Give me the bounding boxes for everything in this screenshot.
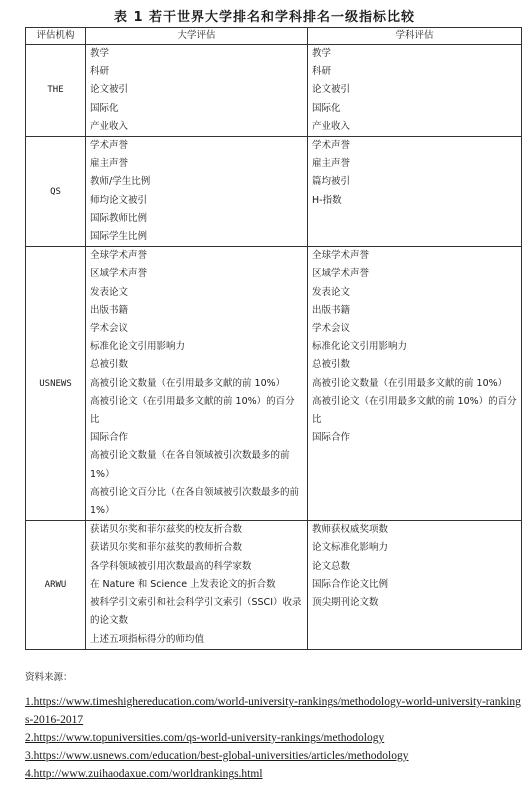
university-indicator: 国际化 [90,102,119,114]
subject-indicator: 论文总数 [312,560,351,572]
org-cell: ARWU [26,521,86,649]
source-link-2[interactable]: 2.https://www.topuniversities.com/qs-world-university-rankings/methodology [25,732,385,744]
subject-indicator: 篇均被引 [312,176,351,188]
university-indicator: 学术会议 [90,323,129,335]
table-row [26,521,522,649]
table-header-row [26,28,522,45]
subject-indicator: 发表论文 [312,286,351,298]
sources-section [25,669,525,783]
university-indicator: 高被引论文（在引用最多文献的前 10%）的百分比 [90,395,295,426]
source-link-4[interactable]: 4.http://www.zuihaodaxue.com/worldrankings.html [25,768,263,780]
subject-indicator: 教学 [312,48,332,59]
subject-indicator: 全球学术声誉 [312,250,370,262]
university-indicator: 获诺贝尔奖和菲尔兹奖的教师折合数 [90,542,243,554]
university-indicators-cell [86,137,308,247]
table-row [26,137,522,247]
subject-indicator: 学术声誉 [312,140,351,152]
university-indicator: 高被引论文数量（在各自领域被引次数最多的前 1%） [90,450,290,480]
subject-indicator: 区域学术声誉 [312,268,370,280]
sources-label: 资料来源： [25,672,73,683]
subject-indicator: 科研 [312,66,332,78]
org-cell: USNEWS [26,247,86,521]
university-indicator: 教师/学生比例 [90,176,151,188]
university-indicator: 各学科领域被引用次数最高的科学家数 [90,560,252,572]
university-indicator: 发表论文 [90,286,129,298]
university-indicator: 科研 [90,66,110,78]
university-indicator: 上述五项指标得分的师均值 [90,633,205,645]
comparison-table [25,27,522,650]
university-indicator: 高被引论文数量（在引用最多文献的前 10%） [90,377,286,389]
header-org: 评估机构 [26,28,86,45]
university-indicator: 产业收入 [90,120,129,132]
university-indicator: 雇主声誉 [90,158,129,170]
university-indicator: 出版书籍 [90,304,129,316]
subject-indicators-cell [308,45,522,137]
table-row [26,45,522,137]
subject-indicator: 论文标准化影响力 [312,542,389,554]
university-indicator: 全球学术声誉 [90,250,148,262]
subject-indicator: 雇主声誉 [312,158,351,170]
university-indicator: 师均论文被引 [90,194,148,206]
subject-indicators-cell [308,137,522,247]
subject-indicator: 高被引论文（在引用最多文献的前 10%）的百分比 [312,395,517,426]
university-indicator: 国际合作 [90,432,129,444]
university-indicator: 国际学生比例 [90,231,148,243]
university-indicator: 获诺贝尔奖和菲尔兹奖的校友折合数 [90,524,243,536]
university-indicators-cell [86,45,308,137]
subject-indicator: 产业收入 [312,120,351,132]
header-university: 大学评估 [86,28,308,45]
subject-indicators-cell [308,521,522,649]
university-indicator: 教学 [90,48,110,59]
university-indicator: 学术声誉 [90,140,129,152]
subject-indicator: 高被引论文数量（在引用最多文献的前 10%） [312,377,508,389]
university-indicator: 高被引论文百分比（在各自领域被引次数最多的前 1%） [90,486,300,517]
university-indicator: 总被引数 [90,359,129,371]
subject-indicator: 顶尖期刊论文数 [312,597,379,609]
subject-indicators-cell [308,247,522,521]
subject-indicator: 教师获权威奖项数 [312,524,389,536]
source-item-1[interactable] [25,693,525,729]
subject-indicator: 国际合作 [312,432,351,444]
source-item-4[interactable] [25,765,525,783]
university-indicator: 区域学术声誉 [90,268,148,280]
source-item-2[interactable] [25,729,525,747]
subject-indicator: 学术会议 [312,323,351,335]
subject-indicator: 总被引数 [312,359,351,371]
header-subject: 学科评估 [308,28,522,45]
source-link-1[interactable]: 1.https://www.timeshighereducation.com/world-university-rankings/methodology-world-university-rankings-2016-2017 [25,696,521,726]
org-cell: QS [26,137,86,247]
subject-indicator: 国际合作论文比例 [312,578,389,590]
table-title: 表 1 若干世界大学排名和学科排名一级指标比较 [113,10,416,25]
university-indicator: 在 Nature 和 Science 上发表论文的折合数 [90,578,276,590]
org-cell: THE [26,45,86,137]
source-item-3[interactable] [25,747,525,765]
subject-indicator: 论文被引 [312,84,351,96]
subject-indicator: 国际化 [312,102,341,114]
university-indicator: 国际教师比例 [90,212,148,224]
university-indicators-cell [86,247,308,521]
subject-indicator: 标准化论文引用影响力 [312,341,408,353]
table-body [26,45,522,650]
table-row [26,247,522,521]
subject-indicator: 出版书籍 [312,304,351,316]
university-indicator: 论文被引 [90,84,129,96]
source-link-3[interactable]: 3.https://www.usnews.com/education/best-global-universities/articles/methodology [25,750,409,762]
university-indicators-cell [86,521,308,649]
university-indicator: 标准化论文引用影响力 [90,341,186,353]
university-indicator: 被科学引文索引和社会科学引文索引（SSCI）收录的论文数 [90,597,302,627]
subject-indicator: H-指数 [312,194,342,206]
